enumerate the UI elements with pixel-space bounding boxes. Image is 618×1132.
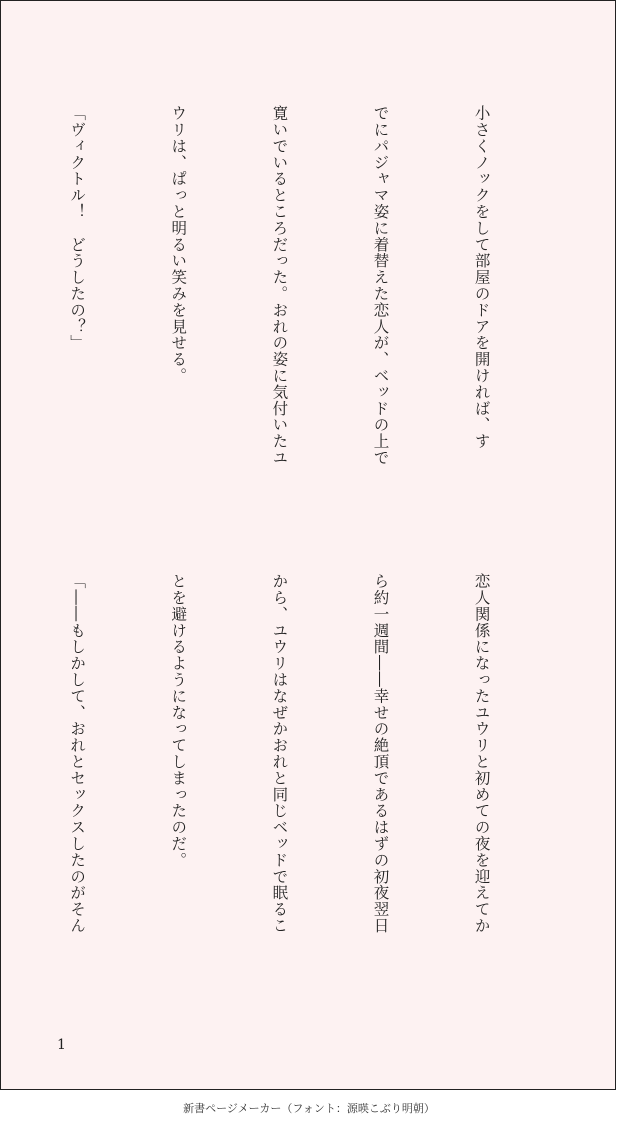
text-line: ウリは、ぱっと明るい笑みを見せる。 — [169, 105, 188, 384]
text-line: 寛いでいるところだった。おれの姿に気付いたユ — [270, 105, 289, 466]
text-column-bottom — [0, 573, 565, 1003]
text-line: とを避けるようになってしまったのだ。 — [169, 573, 188, 869]
text-line: から、ユウリはなぜかおれと同じベッドで眠るこ — [270, 573, 289, 934]
text-column-top — [0, 105, 565, 535]
text-line: 「ヴィクトル！ どうしたの？」 — [68, 105, 87, 351]
text-line: でにパジャマ姿に着替えた恋人が、ベッドの上で — [371, 105, 390, 466]
text-line: 「――もしかして、おれとセックスしたのがそん — [68, 573, 87, 934]
text-line: 恋人関係になったユウリと初めての夜を迎えてか — [472, 573, 491, 934]
text-line: 小さくノックをして部屋のドアを開ければ、す — [472, 105, 491, 450]
footer-caption: 新書ページメーカー（フォント：源暎こぶり明朝） — [183, 1102, 435, 1115]
text-line: ら約一週間――幸せの絶頂であるはずの初夜翌日 — [371, 573, 390, 934]
page-number: 1 — [57, 1037, 66, 1053]
